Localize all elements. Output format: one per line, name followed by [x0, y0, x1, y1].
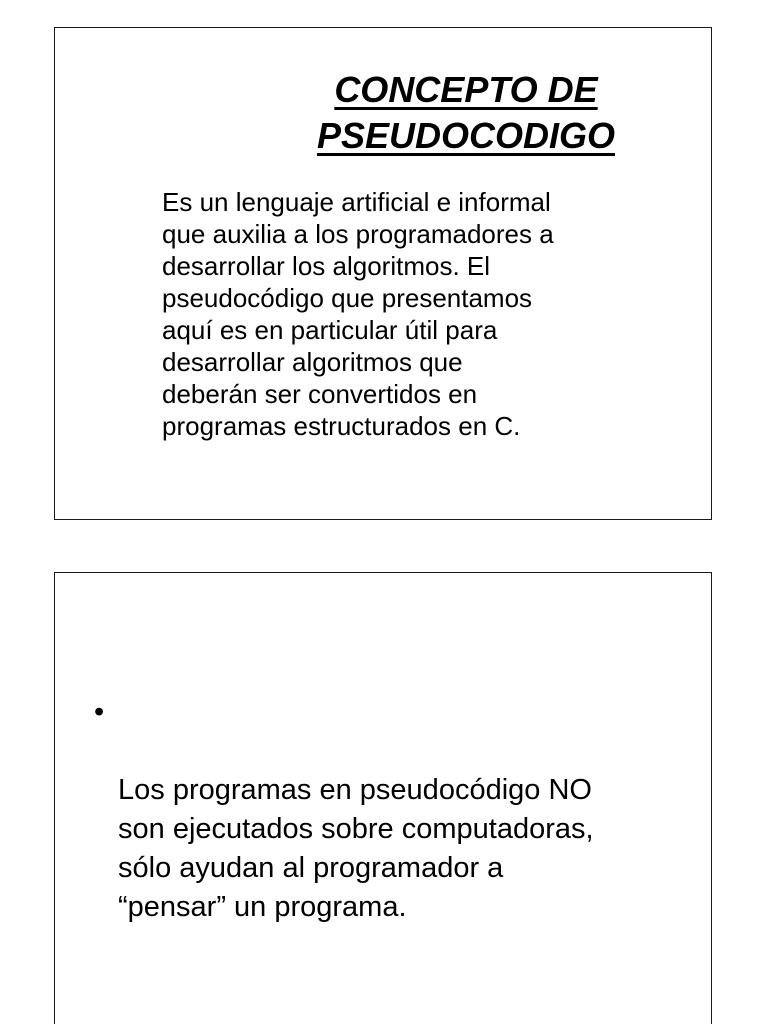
bullet-text: Los programas en pseudocódigo NO son ejecutados sobre computadoras, sólo ayudan al programador a “pensar” un programa. — [118, 774, 594, 923]
slide-1-body-text: Es un lenguaje artificial e informal que auxilia a los programadores a desarrollar los algoritmos. El pseudocódigo que presentamos aquí es en particular útil para desarrollar algoritmos que deberán ser convertidos en programas estructurados en C. — [162, 187, 554, 441]
slide-1-title-line-1: CONCEPTO DE — [334, 69, 598, 110]
slide-1-title-line-2: PSEUDOCODIGO — [316, 115, 616, 156]
slide-1-title — [296, 67, 636, 159]
bullet-dot-icon: • — [94, 696, 105, 728]
bullet-item — [94, 693, 694, 927]
slide-2-bullet-list — [94, 693, 694, 927]
